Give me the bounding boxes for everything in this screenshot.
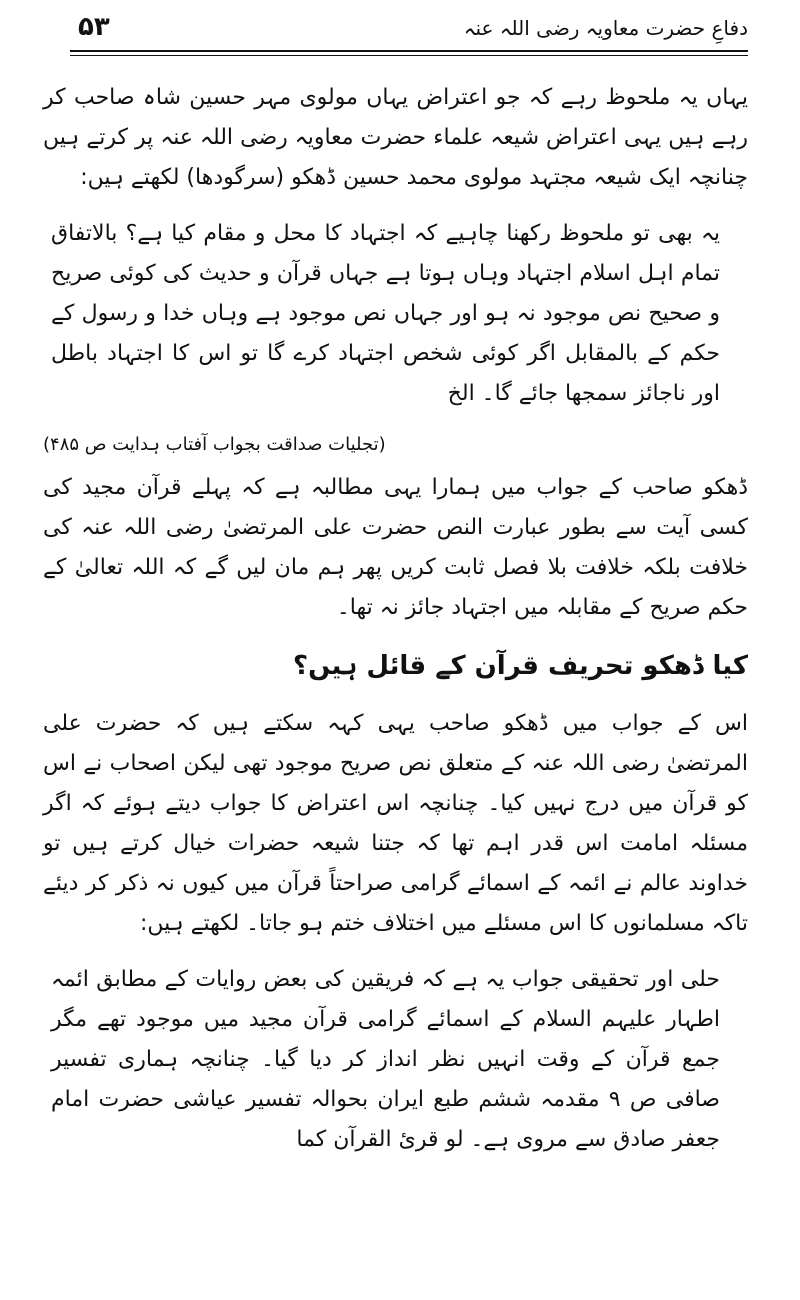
quote-block-2: حلی اور تحقیقی جواب یہ ہے کہ فریقین کی بعض روایات کے مطابق ائمہ اطہار علیہم السلام کے اسمائے گرامی قرآن مجید میں موجود تھے مگر جمع قرآن کے وقت انہیں نظر انداز کر دیا گیا۔ چنانچہ ہماری تفسیر صافی ص ۹ مقدمہ ششم طبع ایران بحوالہ تفسیر عیاشی حضرت امام جعفر صادق سے مروی ہے۔ لو قرئ القرآن کما <box>51 967 720 1152</box>
answer-paragraph: اس کے جواب میں ڈھکو صاحب یہی کہہ سکتے ہیں کہ حضرت علی المرتضیٰ رضی اللہ عنہ کے متعلق نص صریح موجود تھی لیکن اصحاب نے اس کو قرآن میں درج نہیں کیا۔ چنانچہ اس اعتراض کا جواب دیتے ہوئے کہ اگر مسئلہ امامت اس قدر اہم تھا کہ جتنا شیعہ حضرات خیال کرتے ہیں تو خداوند عالم نے ائمہ کے اسمائے گرامی صراحتاً قرآن میں کیوں نہ ذکر کر دیئے تاکہ مسلمانوں کا اس مسئلے میں اختلاف ختم ہو جاتا۔ لکھتے ہیں: <box>43 711 748 936</box>
header-rule <box>70 50 748 52</box>
citation: (تجلیات صداقت بجواب آفتاب ہدایت ص ۴۸۵) <box>43 434 386 455</box>
running-title: دفاعِ حضرت معاویہ رضی اللہ عنہ <box>463 16 748 40</box>
page-header <box>70 10 748 44</box>
quote-block-1: یہ بھی تو ملحوظ رکھنا چاہیے کہ اجتہاد کا محل و مقام کیا ہے؟ بالاتفاق تمام اہل اسلام اجتہاد وہاں ہوتا ہے جہاں قرآن و حدیث کی کوئی صریح و صحیح نص موجود نہ ہو اور جہاں نص موجود ہے وہاں خدا و رسول کے حکم کے بالمقابل اگر کوئی شخص اجتہاد کرے گا تو اس کا اجتہاد باطل اور ناجائز سمجھا جائے گا۔ الخ <box>51 221 720 406</box>
page-number: ۵۳ <box>78 12 110 42</box>
demand-paragraph: ڈھکو صاحب کے جواب میں ہمارا یہی مطالبہ ہے کہ پہلے قرآن مجید کی کسی آیت سے بطور عبارت النص حضرت علی المرتضیٰ رضی اللہ عنہ کی خلافت بلکہ خلافت بلا فصل ثابت کریں پھر ہم مان لیں گے کہ اللہ تعالیٰ کے حکم صریح کے مقابلہ میں اجتہاد جائز نہ تھا۔ <box>43 475 748 620</box>
header-rule-thin <box>70 55 748 56</box>
section-heading: کیا ڈھکو تحریف قرآن کے قائل ہیں؟ <box>293 651 748 681</box>
body-text <box>43 78 748 1176</box>
intro-paragraph: یہاں یہ ملحوظ رہے کہ جو اعتراض یہاں مولوی مہر حسین شاہ صاحب کر رہے ہیں یہی اعتراض شیعہ علماء حضرت معاویہ رضی اللہ عنہ پر کرتے ہیں چنانچہ ایک شیعہ مجتہد مولوی محمد حسین ڈھکو (سرگودھا) لکھتے ہیں: <box>43 85 748 190</box>
